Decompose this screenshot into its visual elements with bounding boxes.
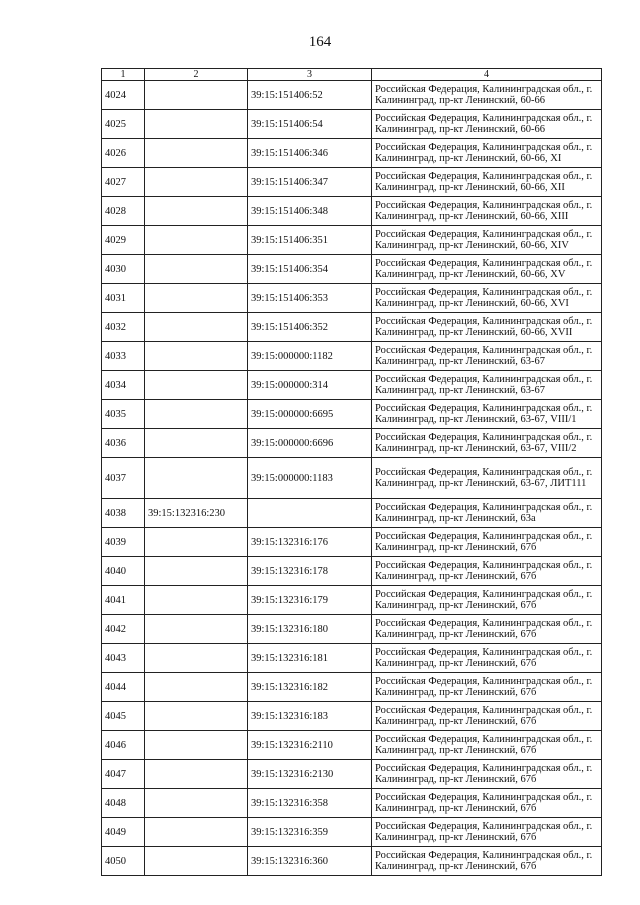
- cadastral-number-cell: 39:15:132316:359: [248, 818, 372, 847]
- column-2-cell: [145, 458, 248, 499]
- cadastral-number-cell: 39:15:132316:2130: [248, 760, 372, 789]
- table-row: [102, 528, 602, 557]
- row-number-cell: 4039: [102, 528, 145, 557]
- table-row: [102, 313, 602, 342]
- table-row: [102, 557, 602, 586]
- column-2-cell: [145, 284, 248, 313]
- column-2-cell: [145, 81, 248, 110]
- row-number-cell: 4048: [102, 789, 145, 818]
- column-2-cell: [145, 557, 248, 586]
- cadastral-number-cell: 39:15:132316:176: [248, 528, 372, 557]
- table-row: [102, 255, 602, 284]
- address-cell: Российская Федерация, Калининградская обл., г. Калининград, пр-кт Ленинский, 67б: [372, 615, 602, 644]
- cadastral-number-cell: 39:15:132316:182: [248, 673, 372, 702]
- row-number-cell: 4024: [102, 81, 145, 110]
- table-row: [102, 168, 602, 197]
- address-cell: Российская Федерация, Калининградская обл., г. Калининград, пр-кт Ленинский, 60-66: [372, 110, 602, 139]
- table-row: [102, 615, 602, 644]
- address-cell: Российская Федерация, Калининградская обл., г. Калининград, пр-кт Ленинский, 63-67, ЛИТ111: [372, 458, 602, 499]
- cadastral-number-cell: 39:15:000000:314: [248, 371, 372, 400]
- table-row: [102, 81, 602, 110]
- address-cell: Российская Федерация, Калининградская обл., г. Калининград, пр-кт Ленинский, 63-67: [372, 342, 602, 371]
- table-row: [102, 702, 602, 731]
- row-number-cell: 4034: [102, 371, 145, 400]
- row-number-cell: 4027: [102, 168, 145, 197]
- page-number: 164: [308, 34, 332, 50]
- column-header-2: 2: [145, 69, 248, 81]
- table-row: [102, 284, 602, 313]
- column-2-cell: [145, 313, 248, 342]
- table-row: [102, 458, 602, 499]
- column-2-cell: [145, 644, 248, 673]
- column-2-cell: 39:15:132316:230: [145, 499, 248, 528]
- cadastral-number-cell: 39:15:000000:1182: [248, 342, 372, 371]
- column-2-cell: [145, 255, 248, 284]
- address-cell: Российская Федерация, Калининградская обл., г. Калининград, пр-кт Ленинский, 60-66, XII: [372, 168, 602, 197]
- column-2-cell: [145, 702, 248, 731]
- row-number-cell: 4041: [102, 586, 145, 615]
- row-number-cell: 4045: [102, 702, 145, 731]
- row-number-cell: 4043: [102, 644, 145, 673]
- cadastral-number-cell: 39:15:151406:353: [248, 284, 372, 313]
- cadastral-number-cell: 39:15:132316:183: [248, 702, 372, 731]
- column-2-cell: [145, 400, 248, 429]
- row-number-cell: 4037: [102, 458, 145, 499]
- column-header-4: 4: [372, 69, 602, 81]
- cadastral-number-cell: 39:15:132316:360: [248, 847, 372, 876]
- address-cell: Российская Федерация, Калининградская обл., г. Калининград, пр-кт Ленинский, 60-66, XVII: [372, 313, 602, 342]
- column-2-cell: [145, 615, 248, 644]
- column-2-cell: [145, 818, 248, 847]
- row-number-cell: 4047: [102, 760, 145, 789]
- row-number-cell: 4026: [102, 139, 145, 168]
- table-row: [102, 429, 602, 458]
- column-2-cell: [145, 731, 248, 760]
- column-2-cell: [145, 586, 248, 615]
- row-number-cell: 4046: [102, 731, 145, 760]
- cadastral-number-cell: 39:15:132316:181: [248, 644, 372, 673]
- cadastral-number-cell: 39:15:000000:6695: [248, 400, 372, 429]
- address-cell: Российская Федерация, Калининградская обл., г. Калининград, пр-кт Ленинский, 67б: [372, 586, 602, 615]
- address-cell: Российская Федерация, Калининградская обл., г. Калининград, пр-кт Ленинский, 67б: [372, 673, 602, 702]
- column-header-3: 3: [248, 69, 372, 81]
- table-row: [102, 226, 602, 255]
- address-cell: Российская Федерация, Калининградская обл., г. Калининград, пр-кт Ленинский, 67б: [372, 731, 602, 760]
- cadastral-number-cell: 39:15:151406:352: [248, 313, 372, 342]
- row-number-cell: 4031: [102, 284, 145, 313]
- column-2-cell: [145, 197, 248, 226]
- address-cell: Российская Федерация, Калининградская обл., г. Калининград, пр-кт Ленинский, 60-66, XIII: [372, 197, 602, 226]
- column-2-cell: [145, 528, 248, 557]
- row-number-cell: 4038: [102, 499, 145, 528]
- column-2-cell: [145, 139, 248, 168]
- row-number-cell: 4028: [102, 197, 145, 226]
- table-row: [102, 673, 602, 702]
- table-row: [102, 586, 602, 615]
- row-number-cell: 4035: [102, 400, 145, 429]
- column-2-cell: [145, 673, 248, 702]
- table-row: [102, 499, 602, 528]
- table-row: [102, 197, 602, 226]
- row-number-cell: 4033: [102, 342, 145, 371]
- cadastral-number-cell: 39:15:151406:346: [248, 139, 372, 168]
- column-2-cell: [145, 789, 248, 818]
- cadastral-number-cell: 39:15:132316:2110: [248, 731, 372, 760]
- address-cell: Российская Федерация, Калининградская обл., г. Калининград, пр-кт Ленинский, 67б: [372, 557, 602, 586]
- cadastral-number-cell: 39:15:132316:178: [248, 557, 372, 586]
- row-number-cell: 4036: [102, 429, 145, 458]
- column-2-cell: [145, 429, 248, 458]
- table-row: [102, 731, 602, 760]
- header-row: [102, 69, 602, 81]
- table-row: [102, 400, 602, 429]
- column-2-cell: [145, 226, 248, 255]
- address-cell: Российская Федерация, Калининградская обл., г. Калининград, пр-кт Ленинский, 63а: [372, 499, 602, 528]
- address-cell: Российская Федерация, Калининградская обл., г. Калининград, пр-кт Ленинский, 60-66, XV: [372, 255, 602, 284]
- cadastral-number-cell: 39:15:132316:180: [248, 615, 372, 644]
- address-cell: Российская Федерация, Калининградская обл., г. Калининград, пр-кт Ленинский, 60-66, XI: [372, 139, 602, 168]
- column-2-cell: [145, 110, 248, 139]
- column-2-cell: [145, 371, 248, 400]
- row-number-cell: 4049: [102, 818, 145, 847]
- cadastral-number-cell: 39:15:000000:6696: [248, 429, 372, 458]
- column-2-cell: [145, 760, 248, 789]
- row-number-cell: 4040: [102, 557, 145, 586]
- address-cell: Российская Федерация, Калининградская обл., г. Калининград, пр-кт Ленинский, 60-66, XIV: [372, 226, 602, 255]
- column-2-cell: [145, 342, 248, 371]
- table-row: [102, 139, 602, 168]
- cadastral-number-cell: 39:15:151406:347: [248, 168, 372, 197]
- cadastral-number-cell: [248, 499, 372, 528]
- cadastral-number-cell: 39:15:151406:351: [248, 226, 372, 255]
- column-2-cell: [145, 168, 248, 197]
- cadastral-number-cell: 39:15:151406:348: [248, 197, 372, 226]
- address-cell: Российская Федерация, Калининградская обл., г. Калининград, пр-кт Ленинский, 67б: [372, 818, 602, 847]
- row-number-cell: 4042: [102, 615, 145, 644]
- address-cell: Российская Федерация, Калининградская обл., г. Калининград, пр-кт Ленинский, 67б: [372, 847, 602, 876]
- column-2-cell: [145, 847, 248, 876]
- row-number-cell: 4025: [102, 110, 145, 139]
- cadastral-number-cell: 39:15:151406:54: [248, 110, 372, 139]
- address-cell: Российская Федерация, Калининградская обл., г. Калининград, пр-кт Ленинский, 67б: [372, 760, 602, 789]
- table-row: [102, 760, 602, 789]
- table-row: [102, 644, 602, 673]
- address-cell: Российская Федерация, Калининградская обл., г. Калининград, пр-кт Ленинский, 63-67, VIII/1: [372, 400, 602, 429]
- address-cell: Российская Федерация, Калининградская обл., г. Калининград, пр-кт Ленинский, 60-66: [372, 81, 602, 110]
- address-cell: Российская Федерация, Калининградская обл., г. Калининград, пр-кт Ленинский, 67б: [372, 644, 602, 673]
- table-header: [102, 69, 602, 81]
- registry-table: [101, 68, 602, 876]
- address-cell: Российская Федерация, Калининградская обл., г. Калининград, пр-кт Ленинский, 67б: [372, 789, 602, 818]
- address-cell: Российская Федерация, Калининградская обл., г. Калининград, пр-кт Ленинский, 63-67: [372, 371, 602, 400]
- cadastral-number-cell: 39:15:132316:179: [248, 586, 372, 615]
- table-row: [102, 818, 602, 847]
- address-cell: Российская Федерация, Калининградская обл., г. Калининград, пр-кт Ленинский, 60-66, XVI: [372, 284, 602, 313]
- table-body: [102, 81, 602, 876]
- row-number-cell: 4029: [102, 226, 145, 255]
- cadastral-number-cell: 39:15:000000:1183: [248, 458, 372, 499]
- cadastral-number-cell: 39:15:151406:354: [248, 255, 372, 284]
- cadastral-number-cell: 39:15:151406:52: [248, 81, 372, 110]
- row-number-cell: 4032: [102, 313, 145, 342]
- table-row: [102, 847, 602, 876]
- column-header-1: 1: [102, 69, 145, 81]
- address-cell: Российская Федерация, Калининградская обл., г. Калининград, пр-кт Ленинский, 67б: [372, 702, 602, 731]
- cadastral-number-cell: 39:15:132316:358: [248, 789, 372, 818]
- row-number-cell: 4044: [102, 673, 145, 702]
- table-row: [102, 110, 602, 139]
- address-cell: Российская Федерация, Калининградская обл., г. Калининград, пр-кт Ленинский, 67б: [372, 528, 602, 557]
- row-number-cell: 4030: [102, 255, 145, 284]
- table-row: [102, 371, 602, 400]
- table-row: [102, 342, 602, 371]
- address-cell: Российская Федерация, Калининградская обл., г. Калининград, пр-кт Ленинский, 63-67, VIII/2: [372, 429, 602, 458]
- table-row: [102, 789, 602, 818]
- row-number-cell: 4050: [102, 847, 145, 876]
